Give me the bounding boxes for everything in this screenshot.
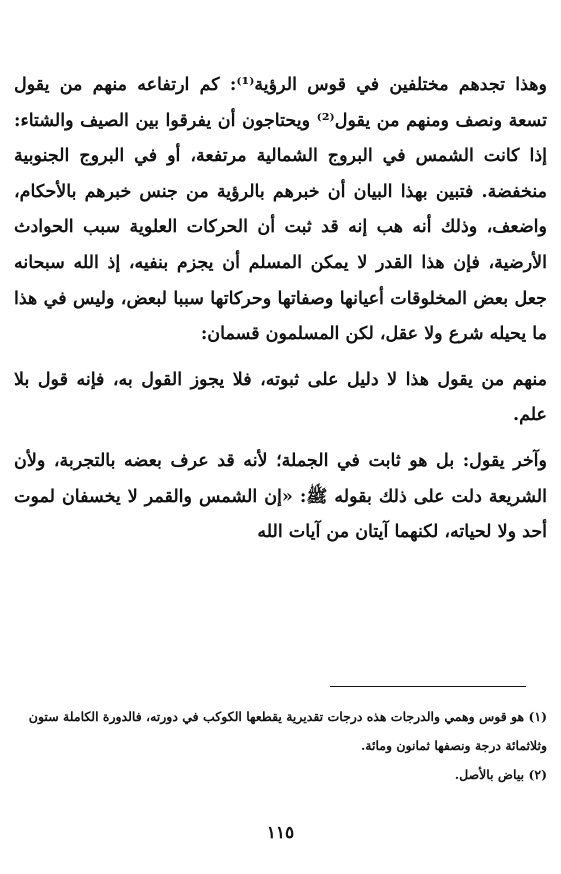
footnote-1: (١) هو قوس وهمي والدرجات هذه درجات تقديرية يقطعها الكوكب في دورته، فالدورة الكاملة ستون وثلاثمائة درجة ونصفها ثمانون ومائة. <box>28 709 547 753</box>
paragraph-2: منهم من يقول هذا لا دليل على ثبوته، فلا يجوز القول به، فإنه قول بلا علم. <box>14 369 547 426</box>
footnote-2: (٢) بياض بالأصل. <box>454 767 547 782</box>
paragraph-3: وآخر يقول: بل هو ثابت في الجملة؛ لأنه قد عرف بعضه بالتجربة، ولأن الشريعة دلت على ذلك بقوله ﷺ: «إن الشمس والقمر لا يخسفان لموت أحد ولا لحياته، لكنهما آيتان من آيات الله <box>14 450 547 543</box>
paragraph-1: وهذا تجدهم مختلفين في قوس الرؤية⁽¹⁾: كم ارتفاعه منهم من يقول تسعة ونصف ومنهم من يقول⁽²⁾ ويحتاجون أن يفرقوا بين الصيف والشتاء: إذا كانت الشمس في البروج الشمالية مرتفعة، أو في البروج الجنوبية منخفضة. فتبين بهذا البيان أن خبرهم بالرؤية من جنس خبرهم بالأحكام، واضعف، وذلك أنه هب إنه قد ثبت أن الحركات العلوية سبب الحوادث الأرضية، فإن هذا القدر لا يمكن المسلم أن يجزم بنفيه، إذ الله سبحانه جعل بعض المخلوقات أعيانها وصفاتها وحركاتها سببا لبعض، وليس في هذا ما يحيله شرع ولا عقل، لكن المسلمون قسمان: <box>14 75 547 345</box>
main-text <box>14 68 547 551</box>
footnote-divider <box>330 686 526 687</box>
page-number: ١١٥ <box>266 823 295 843</box>
footnotes <box>14 702 547 789</box>
